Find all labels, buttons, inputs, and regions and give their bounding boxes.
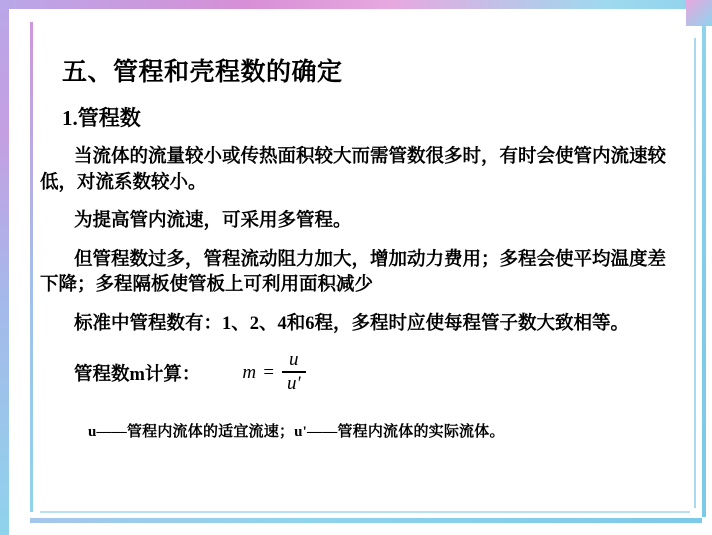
formula-lhs: m xyxy=(242,361,257,383)
frame-right-edge xyxy=(702,22,706,517)
paragraph-2: 为提高管内流速，可采用多管程。 xyxy=(74,211,352,232)
frame-top-edge xyxy=(0,0,712,9)
formula-expression xyxy=(242,351,305,394)
formula-denominator: u' xyxy=(286,372,301,394)
paragraph-4: 标准中管程数有：1、2、4和6程，多程时应使每程管子数大致相等。 xyxy=(74,313,630,334)
frame-left-inner-line xyxy=(30,22,33,512)
frame-bottom-edge xyxy=(30,518,702,523)
section-subtitle: 1.管程数 xyxy=(62,106,141,130)
formula-label: 管程数m计算： xyxy=(74,364,201,385)
paragraph-1: 当流体的流量较小或传热面积较大而需管数很多时，有时会使管内流速较低，对流系数较小。 xyxy=(40,147,667,193)
slide-content xyxy=(40,40,680,441)
frame-corner-top-right xyxy=(686,0,712,26)
formula-numerator: u xyxy=(289,349,299,371)
frame-left-edge xyxy=(0,0,9,535)
formula-equals: = xyxy=(262,361,275,383)
formula-fraction xyxy=(282,350,306,393)
formula-row xyxy=(74,351,680,394)
page-title: 五、管程和壳程数的确定 xyxy=(62,59,343,86)
frame-bottom-inner-line xyxy=(40,511,690,513)
frame-right-inner-line xyxy=(694,38,696,508)
paragraph-3: 但管程数过多，管程流动阻力加大，增加动力费用；多程会使平均温度差下降；多程隔板使管板上可利用面积减少 xyxy=(40,249,667,296)
footnote: u——管程内流体的适宜流速；u'——管程内流体的实际流体。 xyxy=(88,424,505,441)
